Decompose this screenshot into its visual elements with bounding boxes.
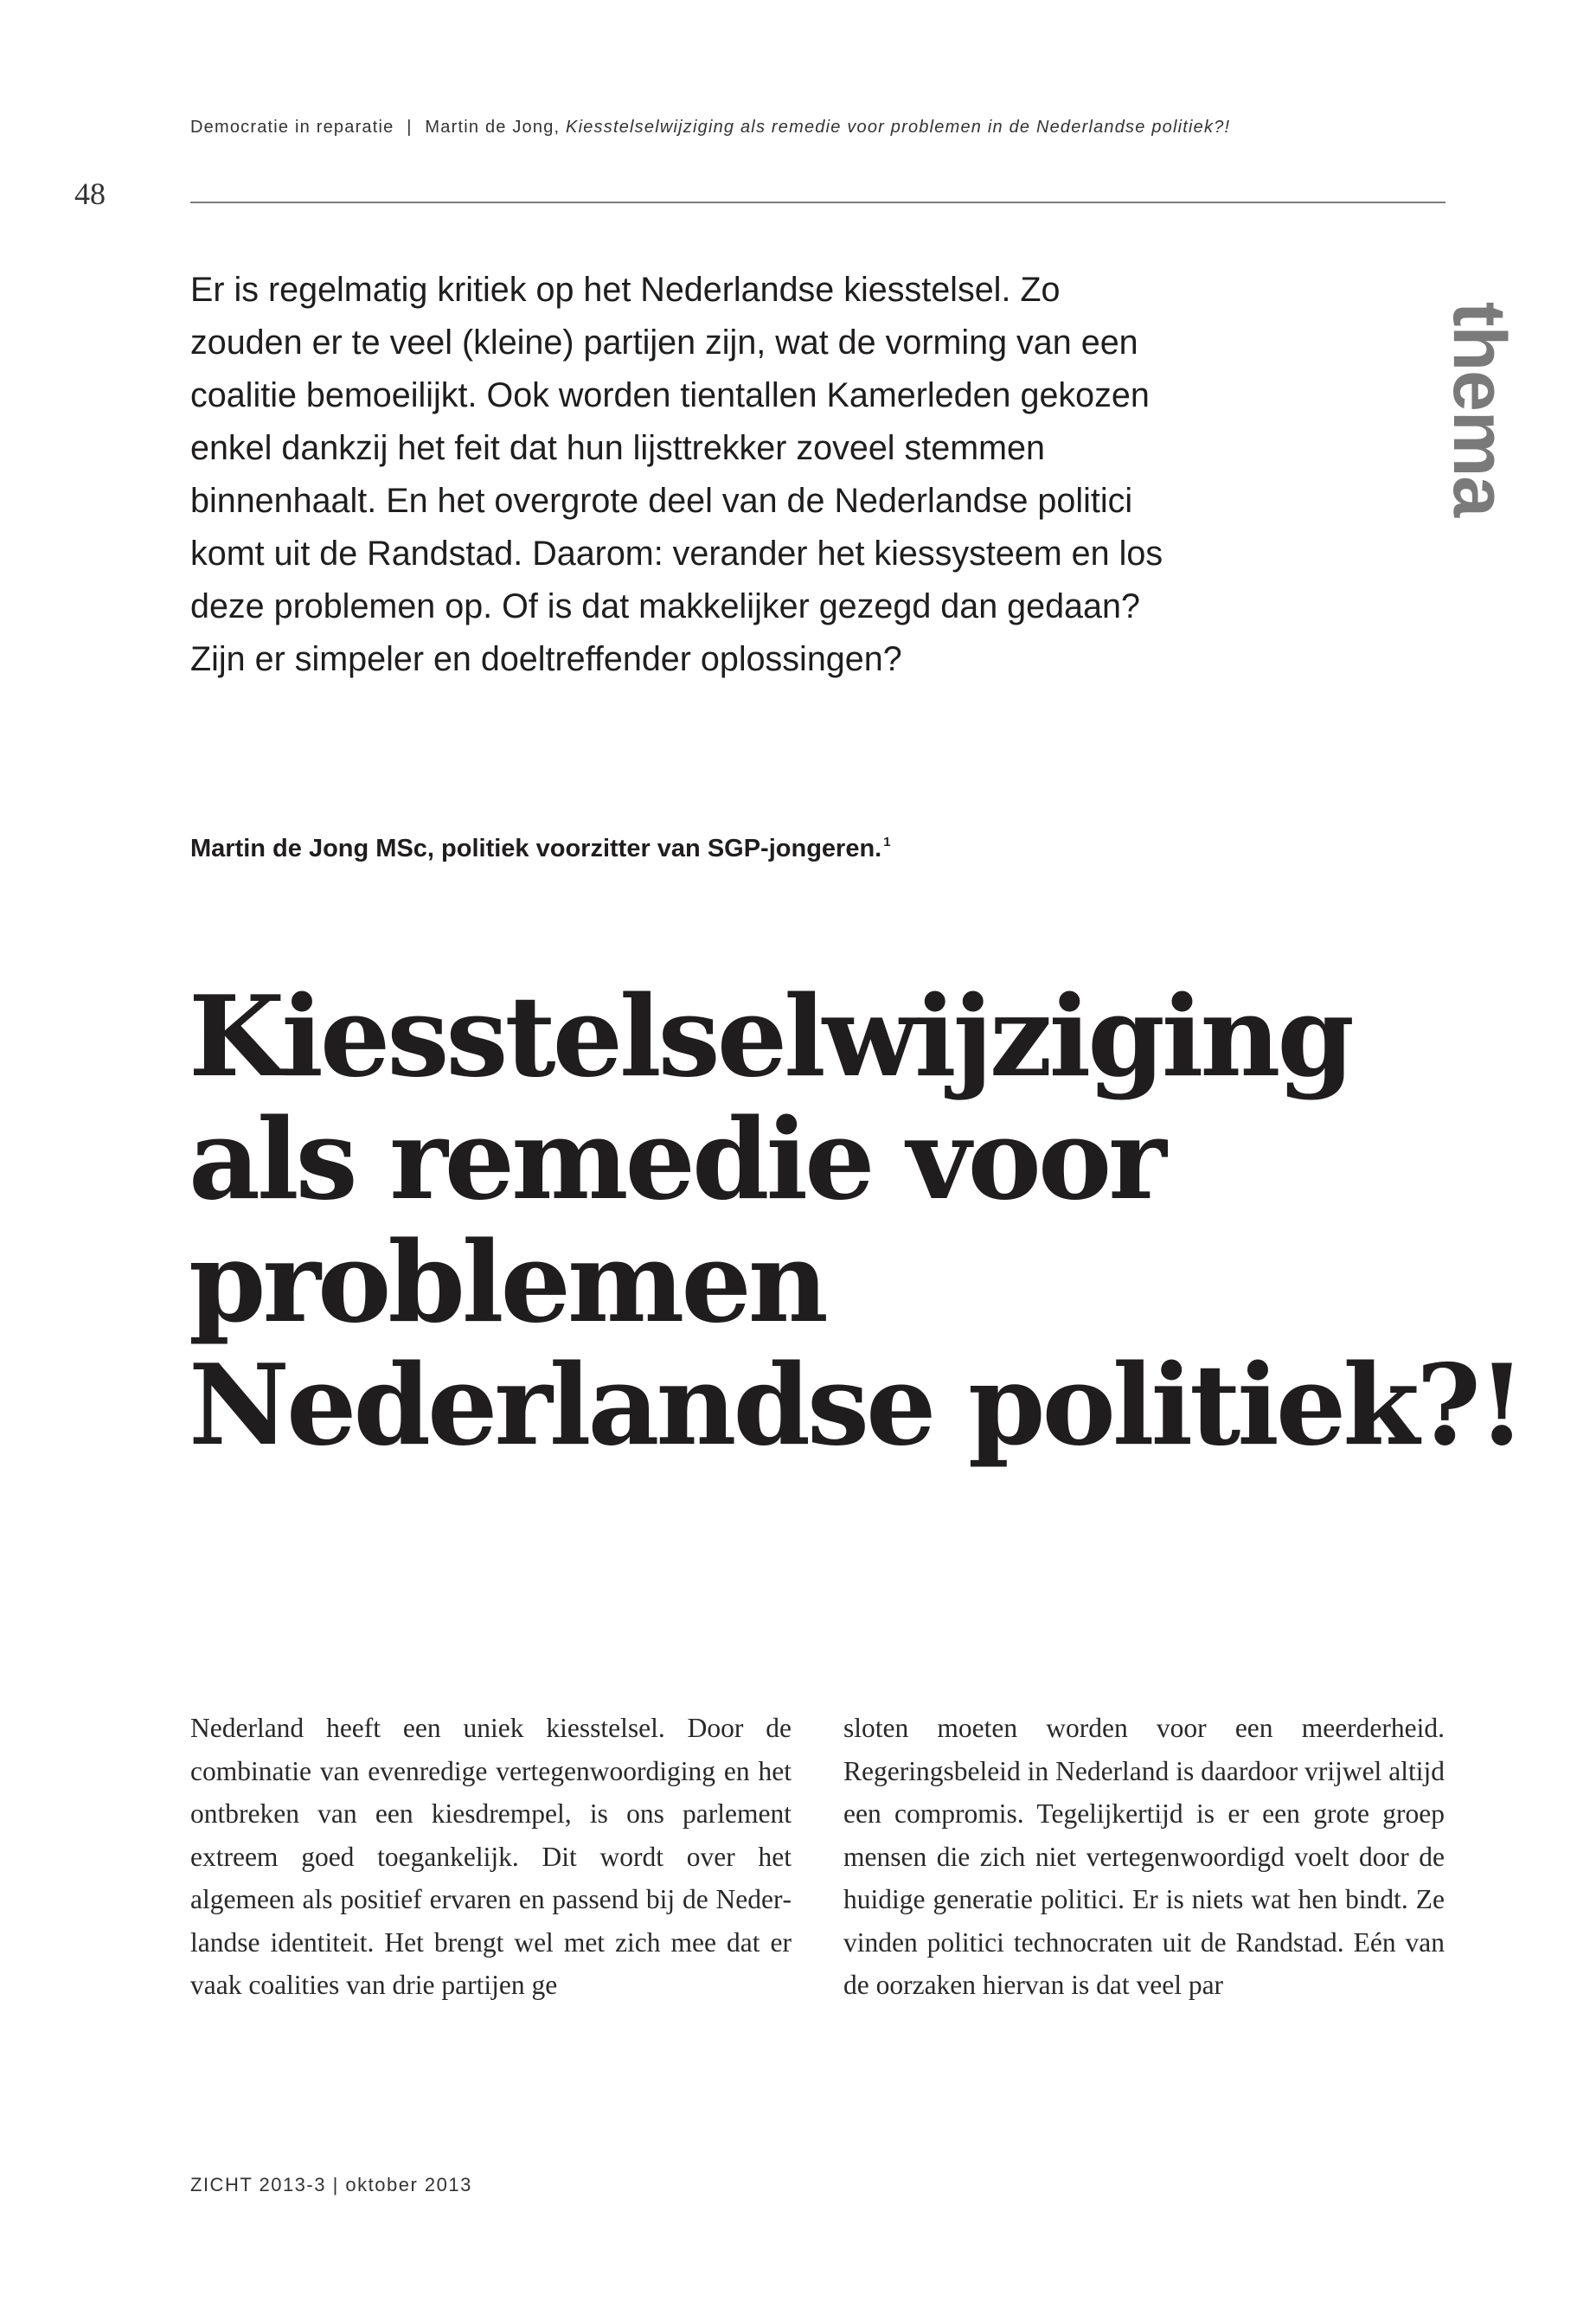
intro-paragraph: Er is regelmatig kritiek op het Nederlandse kiesstelsel. Zo zouden er te veel (kleine) partijen zijn, wat de vorming van een coalitie bemoeilijkt. Ook worden tientallen Kamerleden gekozen enkel dankzij het feit dat hun lijsttrekker zoveel stemmen binnenhaalt. En het overgrote deel van de Nederlandse politici komt uit de Randstad. Daarom: verander het kiessysteem en los deze problemen op. Of is dat makkelijker gezegd dan gedaan? Zijn er simpeler en doeltreffender oplossingen? xyxy=(190,271,1163,678)
header-separator: | xyxy=(407,118,413,137)
title-line: Kiesstelselwijziging xyxy=(189,972,1351,1102)
article-title xyxy=(189,972,1538,1471)
running-header xyxy=(190,118,1488,138)
title-line: problemen xyxy=(189,1218,825,1348)
header-author: Martin de Jong, xyxy=(425,118,561,137)
page-footer: ZICHT 2013-3 | oktober 2013 xyxy=(190,2174,472,2195)
byline-text: Martin de Jong MSc, politiek voorzitter van SGP-jongeren. xyxy=(190,835,882,862)
footnote-marker: 1 xyxy=(883,835,891,849)
header-divider xyxy=(190,202,1445,203)
body-column-left: Nederland heeft een uniek kiesstelsel. Door de combinatie van evenredige vertegenwoordiging en het ontbreken van een kiesdrempel, is ons parlement extreem goed toegankelijk. Dit wordt over het algemeen als positief ervaren en passend bij de Nederlandse identiteit. Het brengt wel met zich mee dat er vaak coalities van drie partijen ge xyxy=(190,1713,792,2000)
body-column-right: sloten moeten worden voor een meerderheid. Regeringsbeleid in Nederland is daardoor vrijwel altijd een compromis. Tegelijkertijd is er een grote groep mensen die zich niet vertegenwoordigd voelt door de huidige generatie politici. Er is niets wat hen bindt. Ze vinden politici technocraten uit de Randstad. Eén van de oorzaken hiervan is dat veel par xyxy=(843,1713,1445,2000)
byline xyxy=(190,835,1315,863)
page-number: 48 xyxy=(74,176,106,211)
title-line: als remedie voor xyxy=(189,1095,1163,1225)
title-line: Nederlandse politiek?! xyxy=(189,1341,1523,1471)
section-label: thema xyxy=(1438,301,1521,517)
header-article-title: Kiesstelselwijziging als remedie voor problemen in de Nederlandse politiek?! xyxy=(566,118,1231,137)
running-title: Democratie in reparatie xyxy=(190,118,394,137)
